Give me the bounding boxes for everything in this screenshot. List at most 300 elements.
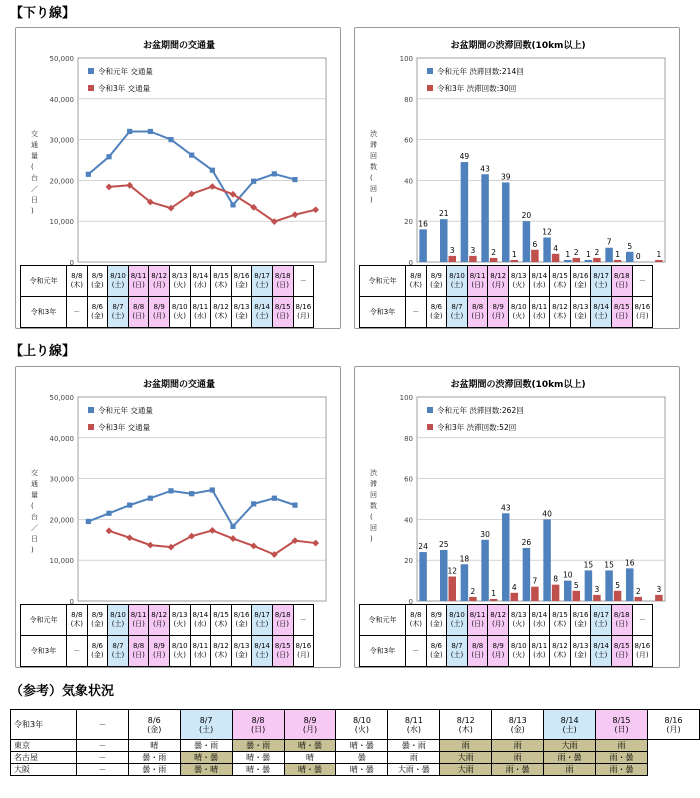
date-cell: 8/13 (金) — [570, 636, 591, 667]
date-cell: 8/9 (金) — [426, 266, 447, 297]
date-cell: 8/9 (月) — [149, 636, 170, 667]
bar — [490, 599, 498, 601]
data-point — [86, 172, 91, 177]
chart-title: お盆期間の交通量 — [142, 380, 216, 390]
bar — [440, 550, 448, 601]
date-cell: 8/12 (月) — [488, 266, 509, 297]
bar — [564, 260, 572, 262]
date-cell: 8/12 (木) — [550, 636, 571, 667]
date-cell: 8/7 (土) — [108, 636, 129, 667]
bar — [449, 577, 457, 601]
weather-cell: 曇・雨 — [232, 740, 284, 752]
data-point — [272, 496, 277, 501]
date-cell: 8/8 (木) — [406, 605, 427, 636]
data-point — [127, 129, 132, 134]
weather-city-label: 大阪 — [11, 764, 77, 776]
bar-data-label: 5 — [615, 580, 620, 590]
bar-data-label: 7 — [532, 576, 538, 586]
date-cell: 8/8 (日) — [128, 297, 149, 328]
date-row-label: 令和元年 — [21, 605, 67, 636]
date-cell: 8/8 (木) — [406, 266, 427, 297]
bar — [605, 248, 613, 262]
date-cell: 8/14 (土) — [252, 297, 273, 328]
legend-label: 令和3年 渋滞回数:30回 — [437, 84, 517, 93]
down-jam-panel — [354, 27, 680, 329]
weather-header-cell: － — [76, 710, 128, 740]
date-row-label: 令和3年 — [360, 297, 406, 328]
date-cell: 8/9 (金) — [426, 605, 447, 636]
date-cell: 8/16 (月) — [632, 636, 653, 667]
bar — [481, 540, 489, 601]
date-cell: 8/16 (金) — [570, 605, 591, 636]
bar-data-label: 40 — [542, 509, 552, 519]
section-title-up: 【上り線】 — [10, 344, 76, 359]
y-tick-label: 10,000 — [49, 218, 74, 227]
bar-data-label: 10 — [562, 570, 573, 580]
y-tick-label: 40 — [404, 516, 413, 525]
date-cell: 8/17 (土) — [591, 605, 612, 636]
date-row-label: 令和元年 — [360, 266, 406, 297]
bar — [605, 570, 613, 601]
weather-cell: 曇・雨 — [388, 740, 440, 752]
date-cell: 8/10 (火) — [169, 636, 190, 667]
weather-cell: 大雨 — [440, 752, 492, 764]
bar — [573, 591, 581, 601]
date-cell: 8/10 (土) — [108, 605, 129, 636]
date-row-label: 令和3年 — [360, 636, 406, 667]
bar — [449, 256, 457, 262]
bar — [461, 564, 469, 601]
bar-data-label: 1 — [615, 249, 620, 259]
y-axis-label: 渋滞回数(回) — [370, 469, 377, 543]
weather-date-cell: 8/12 (木) — [440, 710, 492, 740]
up-traffic-date-table — [20, 604, 314, 667]
date-cell: 8/15 (日) — [611, 297, 632, 328]
bar-data-label: 4 — [511, 582, 517, 592]
weather-cell: － — [76, 764, 128, 776]
bar — [543, 238, 551, 262]
bar-data-label: 18 — [459, 554, 470, 564]
y-tick-label: 50,000 — [49, 55, 74, 63]
bar-data-label: 26 — [521, 537, 532, 547]
date-cell: 8/8 (日) — [467, 297, 488, 328]
date-cell: 8/9 (金) — [87, 266, 108, 297]
bar-data-label: 15 — [604, 560, 614, 570]
weather-cell: 晴・曇 — [284, 764, 336, 776]
date-row-label: 令和元年 — [21, 266, 67, 297]
data-point — [251, 501, 256, 506]
legend-swatch — [88, 424, 94, 430]
date-cell: 8/15 (日) — [272, 636, 293, 667]
y-tick-label: 0 — [69, 598, 74, 606]
weather-cell: 雨・曇 — [596, 752, 648, 764]
date-cell: 8/6 (金) — [426, 297, 447, 328]
bar — [523, 221, 531, 262]
data-point — [106, 511, 111, 516]
chart-title: お盆期間の交通量 — [142, 41, 216, 51]
date-cell: 8/12 (月) — [488, 605, 509, 636]
bar — [543, 519, 551, 601]
weather-cell: 曇 — [336, 752, 388, 764]
bar — [614, 260, 622, 262]
data-point — [148, 496, 153, 501]
bar-data-label: 0 — [635, 252, 641, 261]
weather-cell: 晴・曇 — [284, 740, 336, 752]
date-cell: 8/18 (日) — [611, 605, 632, 636]
bar-data-label: 30 — [480, 529, 490, 539]
weather-cell: 晴 — [284, 752, 336, 764]
y-tick-label: 10,000 — [49, 557, 74, 566]
bar — [552, 254, 560, 262]
date-cell: 8/14 (土) — [591, 636, 612, 667]
weather-cell: 曇・雨 — [180, 740, 232, 752]
date-cell: 8/11 (水) — [529, 297, 550, 328]
y-tick-label: 80 — [404, 95, 413, 104]
date-cell: 8/14 (水) — [529, 266, 550, 297]
y-tick-label: 20 — [404, 218, 413, 227]
bar-data-label: 15 — [583, 560, 594, 570]
bar — [626, 568, 634, 601]
date-cell: 8/15 (日) — [611, 636, 632, 667]
date-cell: 8/16 (金) — [231, 266, 252, 297]
date-cell: 8/15 (日) — [272, 297, 293, 328]
legend-label: 令和3年 渋滞回数:52回 — [437, 423, 517, 432]
y-tick-label: 80 — [404, 434, 413, 443]
weather-header-label: 令和3年 — [11, 710, 77, 740]
weather-date-cell: 8/13 (金) — [492, 710, 544, 740]
weather-cell: 雨 — [544, 764, 596, 776]
data-point — [168, 137, 173, 142]
chart-title: お盆期間の渋滞回数(10km以上) — [450, 41, 586, 51]
section-title-down: 【下り線】 — [10, 6, 76, 21]
weather-cell: 曇・晴 — [180, 764, 232, 776]
weather-table — [10, 709, 700, 776]
bar — [585, 260, 593, 262]
data-point — [210, 168, 215, 173]
legend-label: 令和3年 交通量 — [98, 423, 151, 432]
data-point — [148, 129, 153, 134]
bar-data-label: 1 — [511, 249, 517, 259]
bar-data-label: 12 — [447, 566, 458, 576]
bar — [523, 548, 531, 601]
y-tick-label: 0 — [408, 259, 413, 267]
legend-swatch — [427, 85, 433, 91]
date-cell: 8/17 (土) — [252, 266, 273, 297]
bar-data-label: 3 — [449, 245, 455, 255]
data-point — [292, 503, 297, 508]
bar-data-label: 7 — [606, 237, 612, 247]
bar — [481, 174, 489, 262]
date-cell: 8/7 (土) — [108, 297, 129, 328]
date-cell: 8/12 (月) — [149, 605, 170, 636]
date-cell: 8/13 (火) — [508, 605, 529, 636]
date-cell: 8/18 (日) — [611, 266, 632, 297]
date-cell: 8/8 (木) — [67, 266, 88, 297]
date-cell: － — [406, 636, 427, 667]
date-cell: 8/8 (日) — [467, 636, 488, 667]
y-tick-label: 20 — [404, 557, 413, 566]
date-cell: 8/9 (月) — [488, 297, 509, 328]
y-axis-label: 渋滞回数(回) — [370, 130, 377, 204]
bar — [490, 258, 498, 262]
weather-cell: 晴・曇 — [232, 752, 284, 764]
date-cell: 8/8 (日) — [128, 636, 149, 667]
data-point — [86, 519, 91, 524]
data-point — [292, 177, 297, 182]
date-cell: － — [293, 266, 314, 297]
date-cell: 8/15 (木) — [211, 266, 232, 297]
chart-title: お盆期間の渋滞回数(10km以上) — [450, 380, 586, 390]
weather-cell: － — [76, 752, 128, 764]
weather-cell: 雨・曇 — [596, 764, 648, 776]
y-tick-label: 40,000 — [49, 434, 74, 443]
y-tick-label: 0 — [69, 259, 74, 267]
date-cell: － — [632, 605, 653, 636]
date-cell: 8/7 (土) — [447, 636, 468, 667]
data-point — [168, 488, 173, 493]
legend-swatch — [88, 407, 94, 413]
date-cell: － — [67, 297, 88, 328]
date-cell: 8/12 (月) — [149, 266, 170, 297]
date-cell: 8/13 (金) — [570, 297, 591, 328]
weather-cell: 大雨 — [440, 764, 492, 776]
up-traffic-panel — [15, 366, 341, 668]
bar-data-label: 3 — [594, 584, 600, 594]
data-point — [272, 171, 277, 176]
weather-date-cell: 8/15 (日) — [596, 710, 648, 740]
date-cell: 8/14 (水) — [190, 605, 211, 636]
date-cell: 8/13 (火) — [169, 605, 190, 636]
y-tick-label: 30,000 — [49, 475, 74, 484]
bar-data-label: 8 — [553, 574, 558, 584]
bar-data-label: 1 — [491, 588, 496, 598]
up-jam-date-table — [359, 604, 653, 667]
date-cell: 8/14 (土) — [252, 636, 273, 667]
legend-swatch — [427, 424, 433, 430]
legend-label: 令和3年 交通量 — [98, 84, 151, 93]
date-cell: 8/8 (木) — [67, 605, 88, 636]
date-cell: 8/13 (火) — [169, 266, 190, 297]
date-cell: 8/10 (土) — [447, 266, 468, 297]
date-cell: 8/9 (月) — [488, 636, 509, 667]
bar-data-label: 2 — [594, 247, 600, 257]
date-cell: 8/16 (月) — [293, 636, 314, 667]
date-cell: 8/18 (日) — [272, 266, 293, 297]
bar — [531, 587, 539, 601]
weather-cell: 雨 — [492, 752, 544, 764]
weather-cell: 雨 — [596, 740, 648, 752]
data-point — [230, 202, 235, 207]
legend-label: 令和元年 交通量 — [98, 67, 153, 76]
data-point — [189, 491, 194, 496]
date-row-label: 令和元年 — [360, 605, 406, 636]
weather-date-cell: 8/6 (金) — [128, 710, 180, 740]
y-tick-label: 60 — [404, 475, 413, 484]
date-cell: 8/15 (木) — [211, 605, 232, 636]
date-cell: 8/11 (日) — [467, 266, 488, 297]
weather-date-cell: 8/10 (火) — [336, 710, 388, 740]
date-cell: 8/6 (金) — [87, 636, 108, 667]
legend-label: 令和元年 交通量 — [98, 406, 153, 415]
date-cell: 8/16 (金) — [231, 605, 252, 636]
bar — [655, 260, 663, 262]
data-point — [127, 503, 132, 508]
weather-cell: 大雨・曇 — [388, 764, 440, 776]
weather-date-cell: 8/8 (日) — [232, 710, 284, 740]
section-title-weather: （参考）気象状況 — [10, 684, 115, 699]
bar-data-label: 1 — [656, 249, 662, 259]
weather-date-cell: 8/11 (水) — [388, 710, 440, 740]
bar-data-label: 43 — [500, 503, 511, 513]
bar-data-label: 3 — [470, 245, 476, 255]
data-point — [189, 153, 194, 158]
date-cell: 8/11 (水) — [190, 636, 211, 667]
date-cell: 8/14 (水) — [529, 605, 550, 636]
date-row-label: 令和3年 — [21, 636, 67, 667]
weather-cell: 雨 — [440, 740, 492, 752]
legend-label: 令和元年 渋滞回数:214回 — [437, 67, 524, 76]
down-traffic-panel — [15, 27, 341, 329]
bar-data-label: 1 — [586, 249, 591, 259]
date-cell: 8/11 (日) — [467, 605, 488, 636]
weather-cell: 雨・曇 — [544, 752, 596, 764]
date-cell: 8/16 (金) — [570, 266, 591, 297]
bar-data-label: 16 — [624, 558, 635, 568]
legend-swatch — [427, 407, 433, 413]
date-cell: 8/13 (金) — [231, 636, 252, 667]
bar-data-label: 2 — [573, 247, 579, 257]
bar — [469, 597, 477, 601]
date-cell: 8/14 (土) — [591, 297, 612, 328]
date-cell: 8/11 (水) — [190, 297, 211, 328]
bar-data-label: 6 — [532, 239, 538, 249]
bar-data-label: 4 — [553, 243, 558, 253]
bar-data-label: 2 — [491, 247, 496, 257]
weather-cell: 大雨 — [544, 740, 596, 752]
bar — [440, 219, 448, 262]
data-point — [230, 524, 235, 529]
weather-cell: 雨 — [388, 752, 440, 764]
bar-data-label: 49 — [459, 152, 470, 162]
bar-data-label: 21 — [438, 209, 449, 219]
y-tick-label: 100 — [399, 55, 413, 63]
weather-date-cell: 8/14 (土) — [544, 710, 596, 740]
date-cell: 8/10 (火) — [508, 636, 529, 667]
date-cell: 8/13 (金) — [231, 297, 252, 328]
bar — [573, 258, 581, 262]
date-cell: 8/6 (金) — [426, 636, 447, 667]
weather-date-cell: 8/9 (月) — [284, 710, 336, 740]
date-cell: 8/17 (土) — [591, 266, 612, 297]
y-tick-label: 100 — [399, 394, 413, 402]
weather-cell: 晴・曇 — [336, 740, 388, 752]
y-tick-label: 0 — [408, 598, 413, 606]
data-point — [210, 487, 215, 492]
date-cell: － — [406, 297, 427, 328]
bar — [511, 593, 519, 601]
weather-cell: 晴・曇 — [180, 752, 232, 764]
up-jam-panel — [354, 366, 680, 668]
bar — [593, 258, 601, 262]
y-axis-label: 交通量(台／日) — [31, 130, 38, 215]
bar — [635, 597, 643, 601]
bar — [511, 260, 519, 262]
y-tick-label: 40 — [404, 177, 413, 186]
weather-cell: 晴・曇 — [336, 764, 388, 776]
bar-data-label: 5 — [573, 580, 579, 590]
date-cell: 8/16 (月) — [632, 297, 653, 328]
date-cell: 8/18 (日) — [272, 605, 293, 636]
date-cell: － — [293, 605, 314, 636]
bar-data-label: 2 — [635, 586, 641, 596]
bar — [593, 595, 601, 601]
bar — [502, 182, 510, 262]
bar — [419, 552, 427, 601]
legend-swatch — [88, 85, 94, 91]
date-cell: 8/9 (月) — [149, 297, 170, 328]
date-cell: 8/14 (水) — [190, 266, 211, 297]
date-cell: 8/15 (木) — [550, 266, 571, 297]
legend-swatch — [88, 68, 94, 74]
date-cell: 8/12 (木) — [211, 297, 232, 328]
data-point — [106, 154, 111, 159]
y-tick-label: 50,000 — [49, 394, 74, 402]
date-cell: 8/15 (木) — [550, 605, 571, 636]
bar-data-label: 16 — [418, 219, 428, 229]
bar — [469, 256, 477, 262]
weather-cell: 晴 — [128, 740, 180, 752]
bar — [502, 513, 510, 601]
data-point — [251, 179, 256, 184]
date-cell: 8/10 (土) — [447, 605, 468, 636]
y-tick-label: 40,000 — [49, 95, 74, 104]
weather-cell: 雨・曇 — [492, 764, 544, 776]
bar — [461, 162, 469, 262]
down-jam-date-table — [359, 265, 653, 328]
legend-label: 令和元年 渋滞回数:262回 — [437, 406, 524, 415]
down-traffic-date-table — [20, 265, 314, 328]
y-axis-label: 交通量(台／日) — [31, 469, 38, 554]
date-cell: 8/16 (月) — [293, 297, 314, 328]
bar-data-label: 12 — [542, 227, 552, 237]
date-cell: 8/12 (木) — [550, 297, 571, 328]
y-tick-label: 60 — [404, 136, 413, 145]
bar — [564, 581, 572, 601]
date-cell: 8/12 (木) — [211, 636, 232, 667]
date-cell: － — [632, 266, 653, 297]
date-cell: 8/7 (土) — [447, 297, 468, 328]
bar-data-label: 25 — [438, 540, 449, 549]
weather-cell: 晴・曇 — [232, 764, 284, 776]
bar — [585, 570, 593, 601]
weather-city-label: 名古屋 — [11, 752, 77, 764]
bar-data-label: 1 — [565, 249, 571, 259]
date-cell: 8/10 (土) — [108, 266, 129, 297]
bar-data-label: 3 — [656, 584, 662, 594]
date-cell: 8/11 (水) — [529, 636, 550, 667]
weather-cell: 曇・雨 — [128, 764, 180, 776]
date-cell: 8/17 (土) — [252, 605, 273, 636]
bar — [626, 252, 634, 262]
bar-data-label: 39 — [500, 172, 511, 182]
weather-cell: 雨 — [492, 740, 544, 752]
y-tick-label: 30,000 — [49, 136, 74, 145]
bar-data-label: 20 — [521, 211, 532, 221]
date-cell: 8/10 (火) — [169, 297, 190, 328]
date-row-label: 令和3年 — [21, 297, 67, 328]
weather-cell: － — [76, 740, 128, 752]
date-cell: 8/10 (火) — [508, 297, 529, 328]
